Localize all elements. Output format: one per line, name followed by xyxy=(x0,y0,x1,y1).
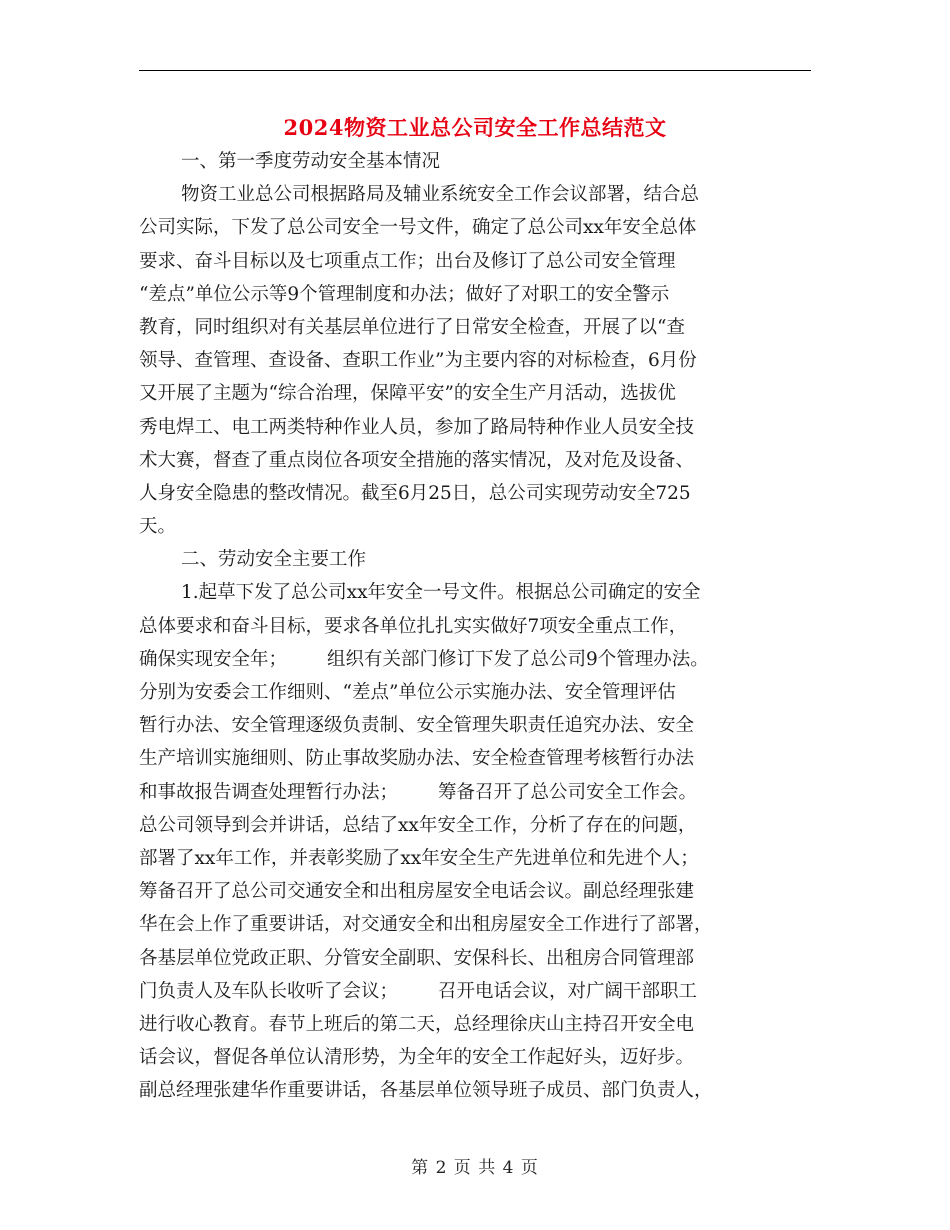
paragraph-line: 副总经理张建华作重要讲话，各基层单位领导班子成员、部门负责人， xyxy=(139,1080,713,1102)
document-title: 2024物资工业总公司安全工作总结范文 xyxy=(283,115,667,140)
section-paragraph xyxy=(139,178,807,543)
paragraph-line: 1.起草下发了总公司xx年安全一号文件。根据总公司确定的安全 xyxy=(181,582,701,604)
page-number: 第 2 页 共 4 页 xyxy=(411,1158,539,1178)
document-body xyxy=(139,145,807,1107)
section-heading: 二、劳动安全主要工作 xyxy=(181,549,367,571)
paragraph-line: “差点”单位公示等9个管理制度和办法；做好了对职工的安全警示 xyxy=(139,283,670,305)
line-segment: 和事故报告调查处理暂行办法； xyxy=(139,781,399,803)
paragraph-line: 进行收心教育。春节上班后的第二天，总经理徐庆山主持召开安全电 xyxy=(139,1013,695,1035)
line-segment: 组织有关部门修订下发了总公司9个管理办法。 xyxy=(327,648,709,670)
line-segment: 筹备召开了总公司安全工作会。 xyxy=(438,781,698,803)
paragraph-line: 部署了xx年工作，并表彰奖励了xx年安全生产先进单位和先进个人； xyxy=(139,847,699,869)
paragraph-line: 天。 xyxy=(139,516,177,538)
line-segment: 门负责人及车队长收听了会议； xyxy=(139,980,399,1002)
line-segment: 确保实现安全年； xyxy=(139,648,288,670)
paragraph-line: 人身安全隐患的整改情况。截至6月25日，总公司实现劳动安全725 xyxy=(139,482,691,504)
paragraph-line: 华在会上作了重要讲话，对交通安全和出租房屋安全工作进行了部署， xyxy=(139,914,713,936)
paragraph-line: 物资工业总公司根据路局及辅业系统安全工作会议部署，结合总 xyxy=(181,184,700,206)
paragraph-line: 教育，同时组织对有关基层单位进行了日常安全检查，开展了以“查 xyxy=(139,316,685,338)
paragraph-line xyxy=(139,975,807,1008)
section-paragraph xyxy=(139,576,807,1107)
paragraph-line: 分别为安委会工作细则、“差点”单位公示实施办法、安全管理评估 xyxy=(139,682,676,703)
paragraph-line: 公司实际，下发了总公司安全一号文件，确定了总公司xx年安全总体 xyxy=(139,217,697,239)
paragraph-line: 各基层单位党政正职、分管安全副职、安保科长、出租房合同管理部 xyxy=(139,947,695,969)
paragraph-line: 要求、奋斗目标以及七项重点工作；出台及修订了总公司安全管理 xyxy=(139,250,676,272)
section-heading: 一、第一季度劳动安全基本情况 xyxy=(181,151,441,172)
paragraph-line: 秀电焊工、电工两类特种作业人员，参加了路局特种作业人员安全技 xyxy=(139,416,695,438)
paragraph-line: 话会议，督促各单位认清形势，为全年的安全工作起好头，迈好步。 xyxy=(139,1047,695,1069)
paragraph-line: 领导、查管理、查设备、查职工作业”为主要内容的对标检查，6月份 xyxy=(139,350,697,372)
paragraph-line: 又开展了主题为“综合治理，保障平安”的安全生产月活动，选拔优 xyxy=(139,383,676,405)
paragraph-line: 筹备召开了总公司交通安全和出租房屋安全电话会议。副总经理张建 xyxy=(139,881,695,903)
paragraph-line: 总公司领导到会并讲话，总结了xx年安全工作，分析了存在的问题， xyxy=(139,814,697,836)
paragraph-line: 生产培训实施细则、防止事故奖励办法、安全检查管理考核暂行办法 xyxy=(139,748,695,770)
paragraph-line: 总体要求和奋斗目标，要求各单位扎扎实实做好7项安全重点工作， xyxy=(139,615,688,637)
header-rule xyxy=(139,70,811,71)
paragraph-line: 术大赛，督查了重点岗位各项安全措施的落实情况，及对危及设备、 xyxy=(139,449,695,471)
line-segment: 召开电话会议，对广阔干部职工 xyxy=(438,980,698,1002)
paragraph-line xyxy=(139,776,807,809)
paragraph-line: 暂行办法、安全管理逐级负责制、安全管理失职责任追究办法、安全 xyxy=(139,715,695,737)
paragraph-line xyxy=(139,643,807,676)
